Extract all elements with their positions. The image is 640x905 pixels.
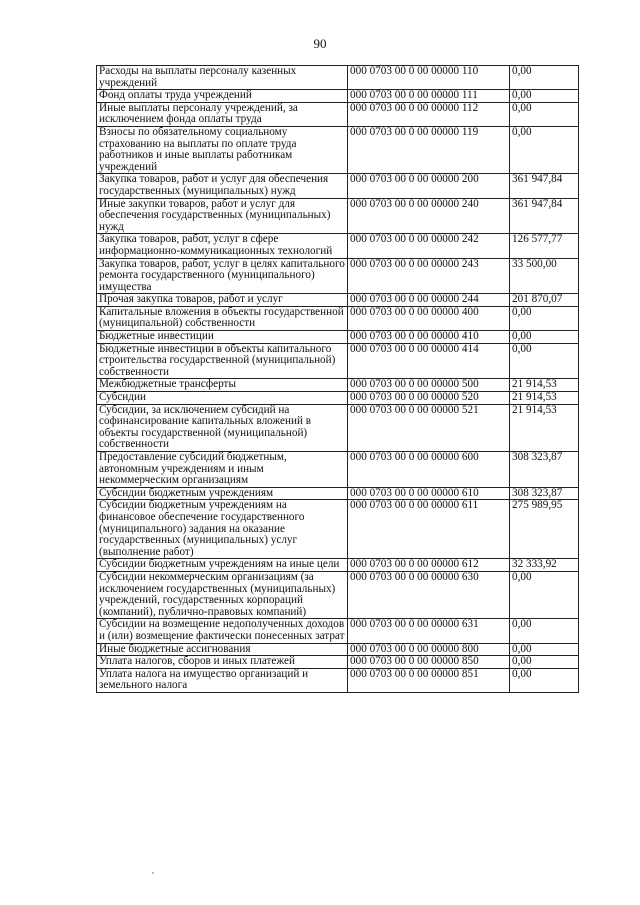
- table-row: [97, 66, 579, 90]
- amount-cell: 0,00: [510, 656, 579, 669]
- budget-code-cell: 000 0703 00 0 00 00000 500: [348, 379, 510, 392]
- expense-name-cell: Бюджетные инвестиции в объекты капитального строительства государственной (муниципальной) собственности: [97, 343, 348, 379]
- table-row: [97, 571, 579, 618]
- amount-cell: 0,00: [510, 619, 579, 643]
- budget-code-cell: 000 0703 00 0 00 00000 243: [348, 258, 510, 294]
- amount-cell: 0,00: [510, 643, 579, 656]
- budget-expenditure-table: [96, 65, 579, 693]
- expense-name-cell: Иные бюджетные ассигнования: [97, 643, 348, 656]
- table-row: [97, 619, 579, 643]
- expense-name-cell: Закупка товаров, работ и услуг для обеспечения государственных (муниципальных) нужд: [97, 174, 348, 198]
- table-row: [97, 331, 579, 344]
- budget-code-cell: 000 0703 00 0 00 00000 111: [348, 90, 510, 103]
- table-row: [97, 174, 579, 198]
- table-row: [97, 392, 579, 405]
- expense-name-cell: Субсидии бюджетным учреждениям на иные цели: [97, 559, 348, 572]
- amount-cell: 0,00: [510, 90, 579, 103]
- scan-speck: [152, 872, 154, 874]
- expense-name-cell: Бюджетные инвестиции: [97, 331, 348, 344]
- budget-code-cell: 000 0703 00 0 00 00000 610: [348, 487, 510, 500]
- expense-name-cell: Субсидии бюджетным учреждениям: [97, 487, 348, 500]
- amount-cell: 0,00: [510, 126, 579, 173]
- budget-code-cell: 000 0703 00 0 00 00000 800: [348, 643, 510, 656]
- expense-name-cell: Закупка товаров, работ, услуг в целях капитального ремонта государственного (муниципального) имущества: [97, 258, 348, 294]
- table-row: [97, 343, 579, 379]
- budget-code-cell: 000 0703 00 0 00 00000 119: [348, 126, 510, 173]
- amount-cell: 21 914,53: [510, 379, 579, 392]
- expense-name-cell: Субсидии бюджетным учреждениям на финансовое обеспечение государственного (муниципального) задания на оказание государственных (муниципальных) услуг (выполнение работ): [97, 500, 348, 559]
- budget-code-cell: 000 0703 00 0 00 00000 240: [348, 198, 510, 234]
- table-row: [97, 294, 579, 307]
- expense-name-cell: Иные выплаты персоналу учреждений, за исключением фонда оплаты труда: [97, 102, 348, 126]
- expense-name-cell: Закупка товаров, работ, услуг в сфере информационно-коммуникационных технологий: [97, 234, 348, 258]
- budget-code-cell: 000 0703 00 0 00 00000 631: [348, 619, 510, 643]
- table-row: [97, 404, 579, 451]
- amount-cell: 0,00: [510, 571, 579, 618]
- amount-cell: 201 870,07: [510, 294, 579, 307]
- table-row: [97, 234, 579, 258]
- table-row: [97, 126, 579, 173]
- amount-cell: 361 947,84: [510, 198, 579, 234]
- budget-code-cell: 000 0703 00 0 00 00000 414: [348, 343, 510, 379]
- amount-cell: 361 947,84: [510, 174, 579, 198]
- page-number: 90: [313, 36, 327, 51]
- amount-cell: 308 323,87: [510, 487, 579, 500]
- budget-code-cell: 000 0703 00 0 00 00000 200: [348, 174, 510, 198]
- table-row: [97, 668, 579, 692]
- amount-cell: 308 323,87: [510, 452, 579, 488]
- budget-code-cell: 000 0703 00 0 00 00000 851: [348, 668, 510, 692]
- budget-code-cell: 000 0703 00 0 00 00000 112: [348, 102, 510, 126]
- expense-name-cell: Взносы по обязательному социальному страхованию на выплаты по оплате труда работников и иные выплаты работникам учреждений: [97, 126, 348, 173]
- budget-code-cell: 000 0703 00 0 00 00000 110: [348, 66, 510, 90]
- budget-code-cell: 000 0703 00 0 00 00000 400: [348, 306, 510, 330]
- table-body: [97, 66, 579, 693]
- table-row: [97, 643, 579, 656]
- amount-cell: 32 333,92: [510, 559, 579, 572]
- table-row: [97, 90, 579, 103]
- budget-code-cell: 000 0703 00 0 00 00000 410: [348, 331, 510, 344]
- expense-name-cell: Прочая закупка товаров, работ и услуг: [97, 294, 348, 307]
- expense-name-cell: Капитальные вложения в объекты государственной (муниципальной) собственности: [97, 306, 348, 330]
- table-row: [97, 258, 579, 294]
- amount-cell: 33 500,00: [510, 258, 579, 294]
- table-row: [97, 306, 579, 330]
- amount-cell: 0,00: [510, 343, 579, 379]
- expense-name-cell: Уплата налогов, сборов и иных платежей: [97, 656, 348, 669]
- table-row: [97, 379, 579, 392]
- budget-code-cell: 000 0703 00 0 00 00000 611: [348, 500, 510, 559]
- expense-name-cell: Расходы на выплаты персоналу казенных учреждений: [97, 66, 348, 90]
- table-row: [97, 102, 579, 126]
- amount-cell: 275 989,95: [510, 500, 579, 559]
- amount-cell: 0,00: [510, 66, 579, 90]
- budget-code-cell: 000 0703 00 0 00 00000 521: [348, 404, 510, 451]
- budget-code-cell: 000 0703 00 0 00 00000 612: [348, 559, 510, 572]
- amount-cell: 126 577,77: [510, 234, 579, 258]
- expense-name-cell: Субсидии: [97, 392, 348, 405]
- budget-code-cell: 000 0703 00 0 00 00000 520: [348, 392, 510, 405]
- expense-name-cell: Субсидии, за исключением субсидий на софинансирование капитальных вложений в объекты государственной (муниципальной) собственности: [97, 404, 348, 451]
- expense-name-cell: Иные закупки товаров, работ и услуг для обеспечения государственных (муниципальных) нужд: [97, 198, 348, 234]
- expense-name-cell: Уплата налога на имущество организаций и земельного налога: [97, 668, 348, 692]
- table-row: [97, 487, 579, 500]
- table-row: [97, 559, 579, 572]
- table-row: [97, 452, 579, 488]
- expense-name-cell: Фонд оплаты труда учреждений: [97, 90, 348, 103]
- expense-name-cell: Субсидии на возмещение недополученных доходов и (или) возмещение фактически понесенных затрат: [97, 619, 348, 643]
- budget-code-cell: 000 0703 00 0 00 00000 850: [348, 656, 510, 669]
- budget-code-cell: 000 0703 00 0 00 00000 244: [348, 294, 510, 307]
- amount-cell: 21 914,53: [510, 404, 579, 451]
- table-row: [97, 656, 579, 669]
- table-row: [97, 198, 579, 234]
- expense-name-cell: Субсидии некоммерческим организациям (за исключением государственных (муниципальных) учреждений, государственных корпораций (компаний), публично-правовых компаний): [97, 571, 348, 618]
- amount-cell: 0,00: [510, 306, 579, 330]
- expense-name-cell: Межбюджетные трансферты: [97, 379, 348, 392]
- budget-code-cell: 000 0703 00 0 00 00000 242: [348, 234, 510, 258]
- amount-cell: 0,00: [510, 102, 579, 126]
- table-row: [97, 500, 579, 559]
- amount-cell: 0,00: [510, 668, 579, 692]
- budget-code-cell: 000 0703 00 0 00 00000 630: [348, 571, 510, 618]
- expense-name-cell: Предоставление субсидий бюджетным, автономным учреждениям и иным некоммерческим организациям: [97, 452, 348, 488]
- amount-cell: 0,00: [510, 331, 579, 344]
- budget-code-cell: 000 0703 00 0 00 00000 600: [348, 452, 510, 488]
- amount-cell: 21 914,53: [510, 392, 579, 405]
